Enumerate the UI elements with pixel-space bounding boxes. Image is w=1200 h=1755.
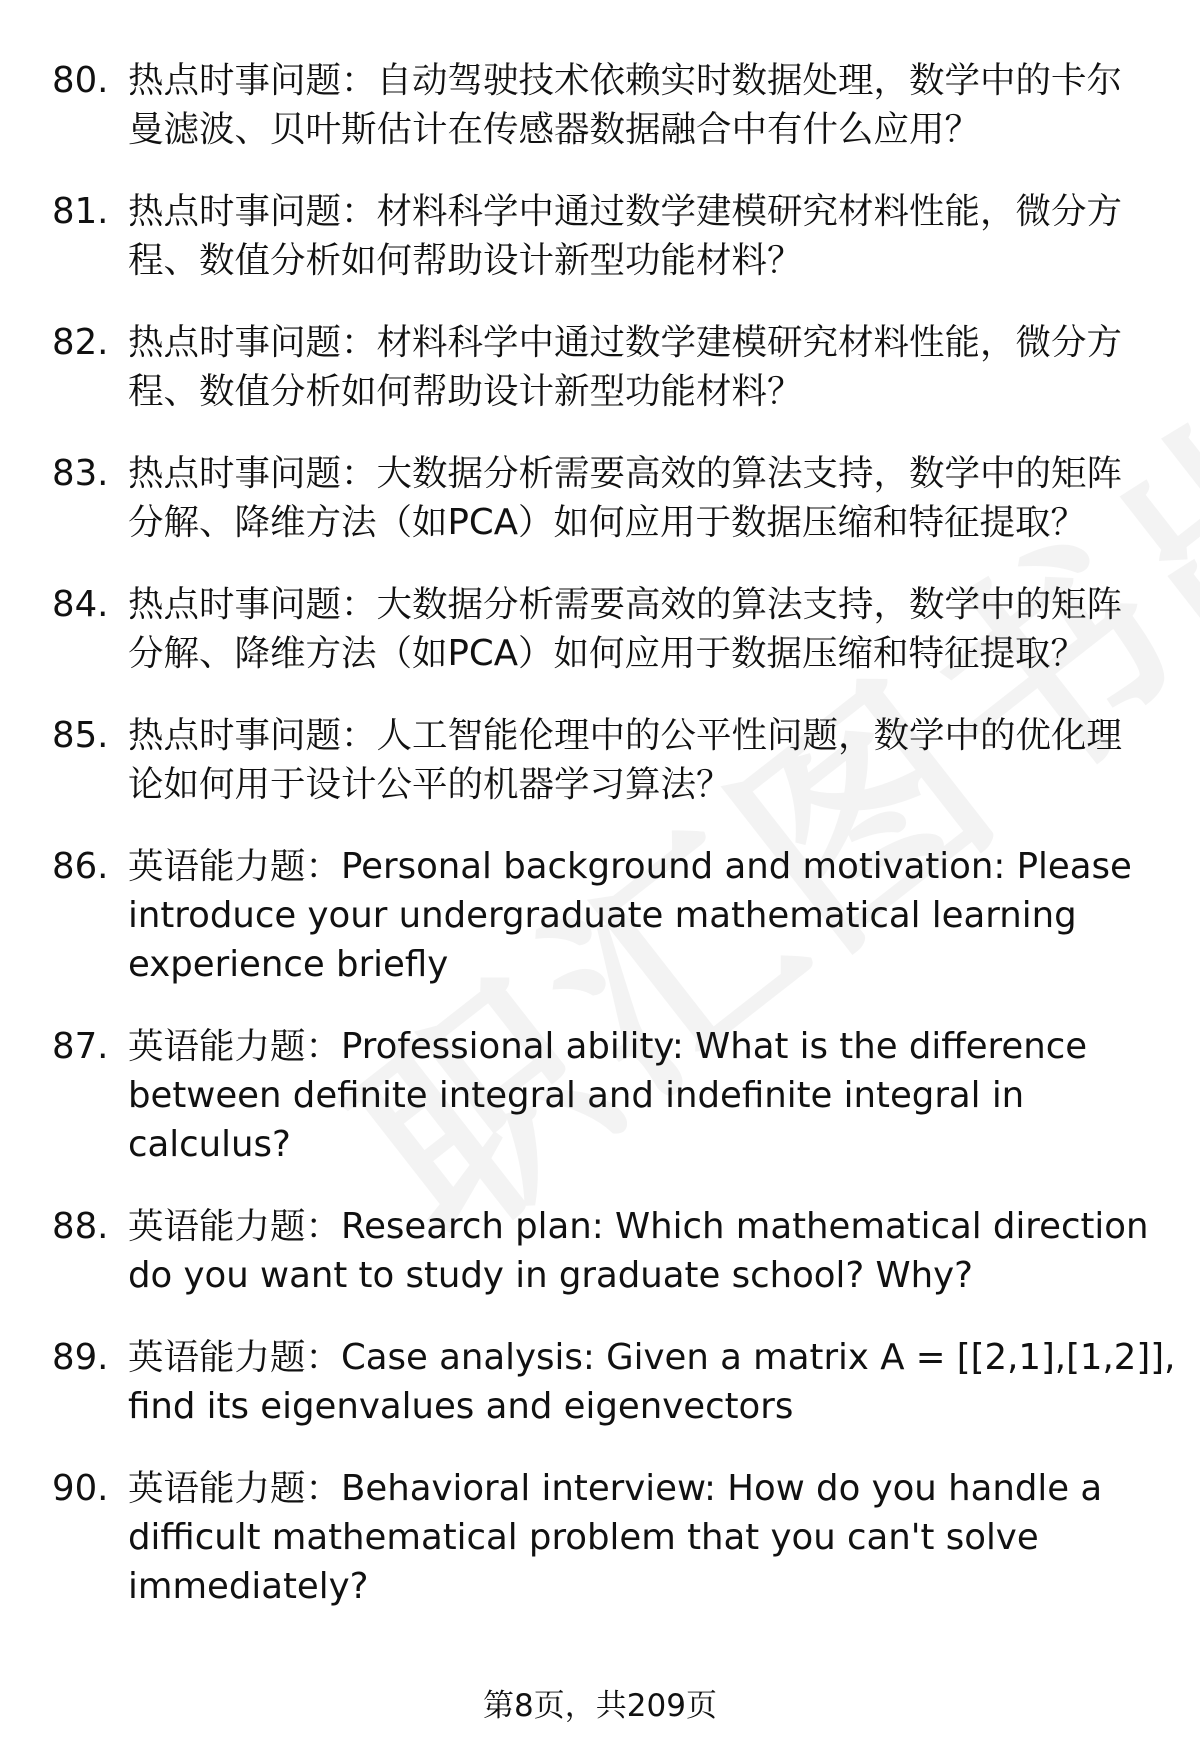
question-item: [52, 1022, 1152, 1169]
question-text-line: 分解、降维方法（如PCA）如何应用于数据压缩和特征提取？: [128, 633, 1086, 674]
question-text-line: difficult mathematical problem that you can't solve: [128, 1517, 1039, 1558]
question-text-line: 英语能力题：Personal background and motivation: Please: [128, 846, 1132, 887]
question-text: [128, 711, 1152, 809]
question-number: 89.: [52, 1337, 109, 1378]
question-item: [52, 449, 1152, 547]
question-item: [52, 318, 1152, 416]
question-list: [52, 56, 1176, 1644]
question-text-line: introduce your undergraduate mathematical learning: [128, 895, 1077, 936]
question-text-line: 热点时事问题：自动驾驶技术依赖实时数据处理，数学中的卡尔: [128, 60, 1123, 101]
question-item: [52, 1464, 1152, 1611]
question-number: 83.: [52, 453, 109, 494]
question-text: [128, 1022, 1152, 1169]
question-text-line: calculus?: [128, 1124, 291, 1165]
question-text-line: 论如何用于设计公平的机器学习算法？: [128, 764, 732, 805]
question-item: [52, 1202, 1152, 1300]
question-number: 85.: [52, 715, 109, 756]
question-text: [128, 1202, 1152, 1300]
question-item: [52, 580, 1152, 678]
question-text-line: find its eigenvalues and eigenvectors: [128, 1386, 794, 1427]
question-text: [128, 580, 1152, 678]
question-text-line: 程、数值分析如何帮助设计新型功能材料？: [128, 371, 803, 412]
question-item: [52, 56, 1152, 154]
question-text-line: 英语能力题：Professional ability: What is the difference: [128, 1026, 1088, 1067]
question-number: 81.: [52, 191, 109, 232]
question-text-line: 热点时事问题：大数据分析需要高效的算法支持，数学中的矩阵: [128, 584, 1123, 625]
question-text-line: 热点时事问题：材料科学中通过数学建模研究材料性能，微分方: [128, 322, 1123, 363]
question-text: [128, 56, 1152, 154]
question-text-line: do you want to study in graduate school? Why?: [128, 1255, 973, 1296]
question-text-line: 英语能力题：Case analysis: Given a matrix A = [[2,1],[1,2]],: [128, 1337, 1176, 1378]
page-indicator: 第8页，共209页: [483, 1688, 717, 1724]
question-number: 88.: [52, 1206, 109, 1247]
question-text: [128, 187, 1152, 285]
question-number: 90.: [52, 1468, 109, 1509]
question-number: 80.: [52, 60, 109, 101]
question-text-line: 热点时事问题：材料科学中通过数学建模研究材料性能，微分方: [128, 191, 1123, 232]
question-text-line: 热点时事问题：大数据分析需要高效的算法支持，数学中的矩阵: [128, 453, 1123, 494]
question-text: [128, 842, 1152, 989]
question-text: [128, 1333, 1175, 1431]
question-number: 84.: [52, 584, 109, 625]
question-text-line: between definite integral and indefinite integral in: [128, 1075, 1025, 1116]
question-text: [128, 1464, 1152, 1611]
question-text-line: experience briefly: [128, 944, 449, 985]
question-text-line: 程、数值分析如何帮助设计新型功能材料？: [128, 240, 803, 281]
question-item: [52, 187, 1152, 285]
question-number: 87.: [52, 1026, 109, 1067]
question-text-line: 英语能力题：Research plan: Which mathematical direction: [128, 1206, 1149, 1247]
question-number: 86.: [52, 846, 109, 887]
question-text-line: 分解、降维方法（如PCA）如何应用于数据压缩和特征提取？: [128, 502, 1086, 543]
question-text-line: 英语能力题：Behavioral interview: How do you handle a: [128, 1468, 1103, 1509]
question-text-line: 热点时事问题：人工智能伦理中的公平性问题，数学中的优化理: [128, 715, 1123, 756]
question-text-line: 曼滤波、贝叶斯估计在传感器数据融合中有什么应用？: [128, 109, 981, 150]
question-item: [52, 711, 1152, 809]
question-text: [128, 449, 1152, 547]
question-item: [52, 842, 1152, 989]
question-number: 82.: [52, 322, 109, 363]
question-text-line: immediately?: [128, 1566, 369, 1607]
question-text: [128, 318, 1152, 416]
question-item: [52, 1333, 1176, 1431]
